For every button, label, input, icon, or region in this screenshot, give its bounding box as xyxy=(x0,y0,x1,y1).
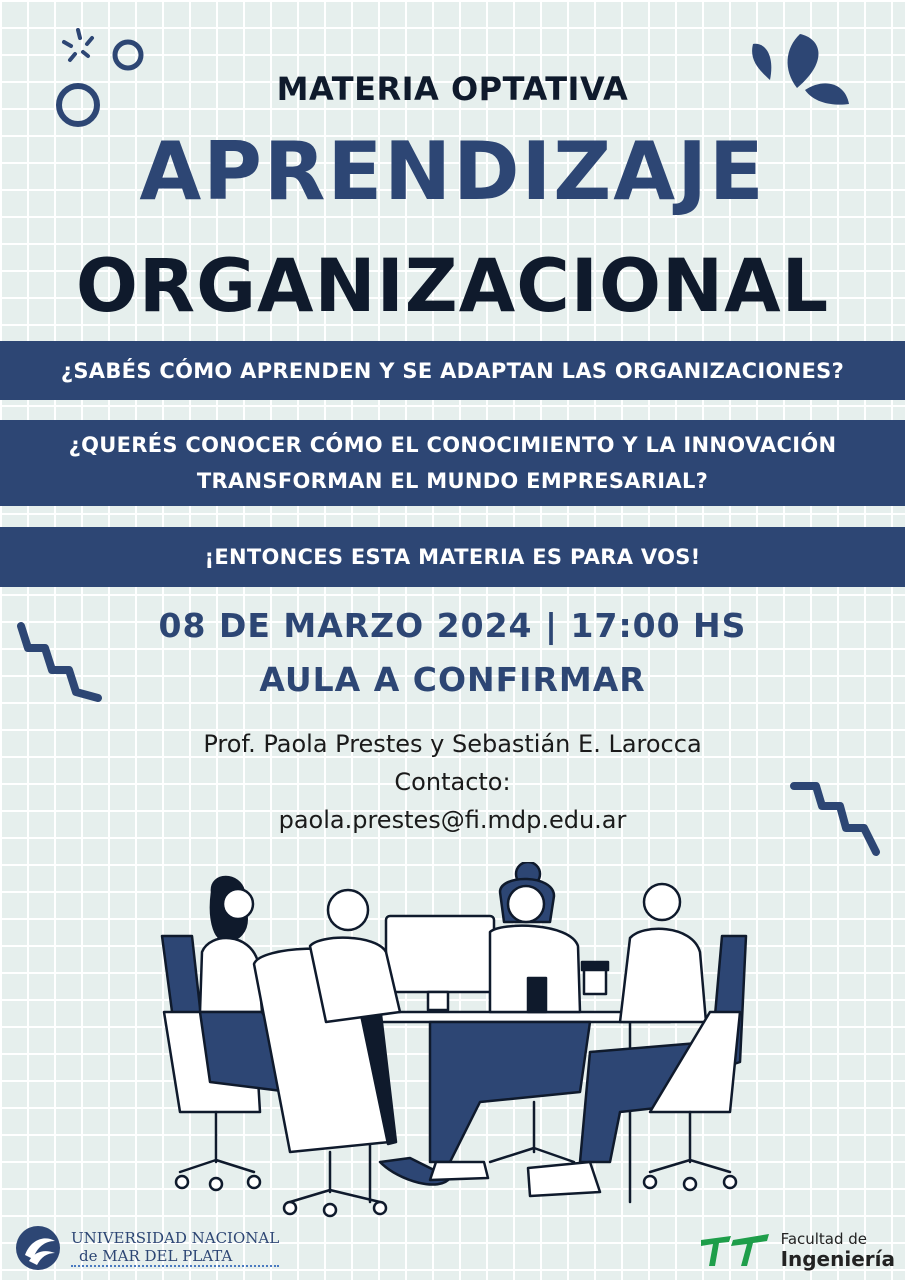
professors: Prof. Paola Prestes y Sebastián E. Larocca xyxy=(203,730,702,758)
contact-email[interactable]: paola.prestes@fi.mdp.edu.ar xyxy=(278,806,627,834)
question-band-1 xyxy=(0,341,905,400)
title-line-1: APRENDIZAJE xyxy=(139,125,766,218)
event-room: AULA A CONFIRMAR xyxy=(259,660,646,699)
faculty-emblem-icon xyxy=(697,1230,773,1270)
circle-ring-icon xyxy=(110,37,146,73)
contact-label: Contacto: xyxy=(394,768,511,796)
university-name-line-2: de MAR DEL PLATA xyxy=(71,1247,279,1267)
university-name-line-1: UNIVERSIDAD NACIONAL xyxy=(71,1229,280,1247)
event-date-time: 08 DE MARZO 2024 | 17:00 HS xyxy=(158,606,747,645)
call-to-action: ¡ENTONCES ESTA MATERIA ES PARA VOS! xyxy=(204,545,701,569)
kicker-title: MATERIA OPTATIVA xyxy=(276,70,629,108)
university-logo xyxy=(15,1225,279,1271)
question-band-3 xyxy=(0,527,905,587)
university-emblem-icon xyxy=(15,1225,61,1271)
question-2-line-1: ¿QUERÉS CONOCER CÓMO EL CONOCIMIENTO Y LA INNOVACIÓN xyxy=(68,433,837,457)
question-band-2 xyxy=(0,420,905,506)
faculty-name-line-2: Ingeniería xyxy=(780,1247,895,1271)
question-2-line-2: TRANSFORMAN EL MUNDO EMPRESARIAL? xyxy=(196,469,709,493)
question-1: ¿SABÉS CÓMO APRENDEN Y SE ADAPTAN LAS ORGANIZACIONES? xyxy=(60,358,845,383)
faculty-logo xyxy=(697,1230,895,1270)
title-line-2: ORGANIZACIONAL xyxy=(75,244,830,329)
faculty-name-line-1: Facultad de xyxy=(780,1230,868,1248)
team-meeting-illustration xyxy=(150,862,760,1222)
sparkle-icon xyxy=(58,26,108,71)
